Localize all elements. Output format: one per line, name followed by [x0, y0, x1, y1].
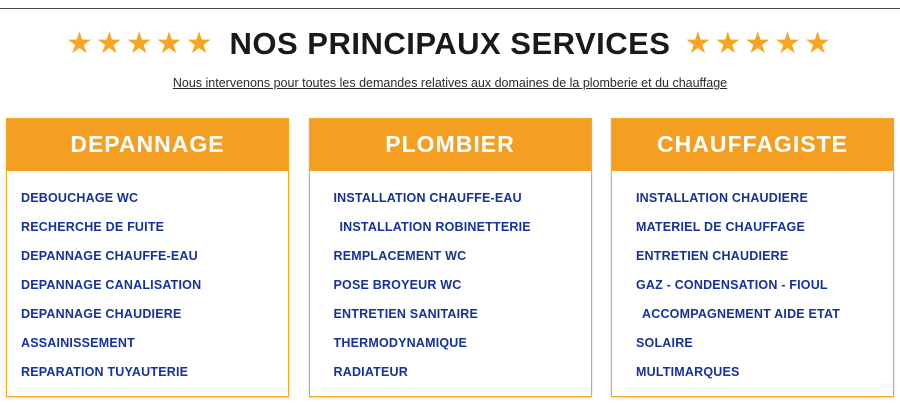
list-item[interactable]: ENTRETIEN CHAUDIERE	[636, 248, 789, 263]
card-body-chauffagiste	[612, 171, 893, 396]
list-item[interactable]: REPARATION TUYAUTERIE	[21, 364, 189, 379]
list-item[interactable]: INSTALLATION CHAUDIERE	[636, 190, 808, 205]
list-item[interactable]: SOLAIRE	[636, 335, 693, 350]
list-item[interactable]: DEBOUCHAGE WC	[21, 190, 139, 205]
list-item[interactable]: REMPLACEMENT WC	[333, 248, 467, 263]
top-divider	[0, 8, 900, 9]
list-item[interactable]: INSTALLATION CHAUFFE-EAU	[333, 190, 522, 205]
list-item[interactable]: RECHERCHE DE FUITE	[21, 219, 165, 234]
page-subtitle: Nous intervenons pour toutes les demandes relatives aux domaines de la plomberie et du chauffage	[172, 76, 728, 90]
list-item[interactable]: THERMODYNAMIQUE	[333, 335, 468, 350]
list-item[interactable]: GAZ - CONDENSATION - FIOUL	[636, 277, 828, 292]
list-item[interactable]: MATERIEL DE CHAUFFAGE	[636, 219, 806, 234]
list-item[interactable]: DEPANNAGE CHAUDIERE	[21, 306, 182, 321]
list-item[interactable]: POSE BROYEUR WC	[333, 277, 462, 292]
title-row	[0, 26, 900, 62]
card-title-plombier: PLOMBIER	[310, 119, 591, 171]
list-item[interactable]: DEPANNAGE CHAUFFE-EAU	[21, 248, 198, 263]
service-card-chauffagiste	[611, 118, 894, 397]
stars-right-icon: ★★★★★	[684, 27, 834, 60]
list-item[interactable]: MULTIMARQUES	[636, 364, 740, 379]
service-cards	[0, 118, 900, 397]
page-header	[0, 26, 900, 90]
list-item[interactable]: DEPANNAGE CANALISATION	[21, 277, 202, 292]
stars-left-icon: ★★★★★	[66, 27, 216, 60]
card-title-depannage: DEPANNAGE	[7, 119, 288, 171]
service-card-depannage	[6, 118, 289, 397]
list-item[interactable]: RADIATEUR	[333, 364, 408, 379]
list-item[interactable]: ACCOMPAGNEMENT AIDE ETAT	[642, 306, 841, 321]
list-item[interactable]: ENTRETIEN SANITAIRE	[333, 306, 479, 321]
list-item[interactable]: INSTALLATION ROBINETTERIE	[339, 219, 531, 234]
list-item[interactable]: ASSAINISSEMENT	[21, 335, 135, 350]
card-title-chauffagiste: CHAUFFAGISTE	[612, 119, 893, 171]
service-card-plombier	[309, 118, 592, 397]
card-body-plombier	[310, 171, 591, 396]
card-body-depannage	[7, 171, 288, 396]
page-title: NOS PRINCIPAUX SERVICES	[229, 26, 671, 61]
